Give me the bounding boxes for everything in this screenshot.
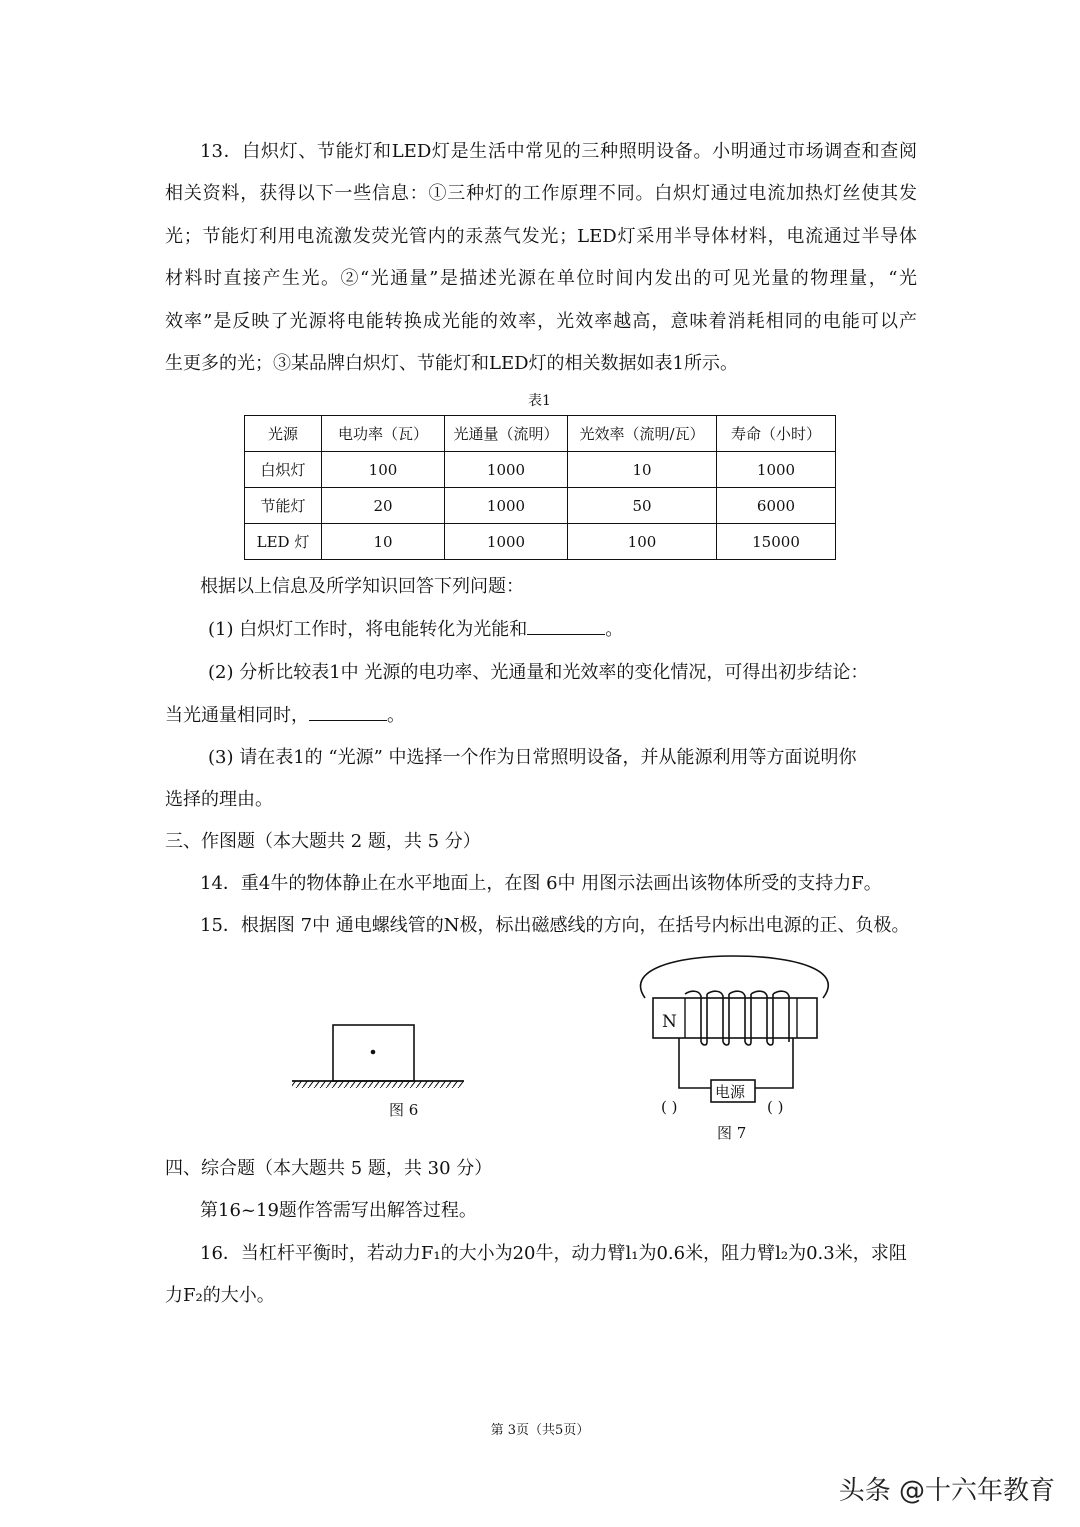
ground-hatch bbox=[292, 1081, 464, 1088]
table-header-cell: 寿命（小时） bbox=[717, 416, 836, 452]
q13-sub2-end: 。 bbox=[387, 705, 405, 726]
table-cell: 1000 bbox=[445, 452, 568, 488]
table-header-cell: 电功率（瓦） bbox=[322, 416, 445, 452]
q13-prompt: 根据以上信息及所学知识回答下列问题： bbox=[200, 576, 524, 597]
section3-title: 三、作图题（本大题共 2 题，共 5 分） bbox=[165, 831, 481, 852]
q13-sub2-text: 当光通量相同时， bbox=[165, 705, 309, 726]
answer-blank[interactable] bbox=[309, 704, 387, 721]
table-cell: 10 bbox=[322, 524, 445, 560]
fig6-caption: 图 6 bbox=[389, 1101, 419, 1119]
right-bracket[interactable]: ( ) bbox=[767, 1098, 784, 1116]
q13-sub2-line2 bbox=[165, 704, 405, 728]
q16-line2: 力F₂的大小。 bbox=[165, 1285, 275, 1306]
q16-line1: 16．当杠杆平衡时，若动力F₁的大小为20牛，动力臂l₁为0.6米，阻力臂l₂为0.3米，求阻 bbox=[200, 1243, 907, 1264]
q13-line-6: 生更多的光；③某品牌白炽灯、节能灯和LED灯的相关数据如表1所示。 bbox=[165, 353, 738, 374]
table-row bbox=[245, 524, 836, 560]
table-cell: LED 灯 bbox=[245, 524, 322, 560]
figure-7 bbox=[635, 950, 835, 1120]
table-cell: 1000 bbox=[445, 488, 568, 524]
page-footer: 第 3页（共5页） bbox=[490, 1423, 590, 1438]
q15-text: 15．根据图 7中 通电螺线管的N极，标出磁感线的方向，在括号内标出电源的正、负极。 bbox=[200, 915, 910, 936]
table-cell: 100 bbox=[322, 452, 445, 488]
table-header-row bbox=[245, 416, 836, 452]
q13-sub2-line1: (2) 分析比较表1中 光源的电功率、光通量和光效率的变化情况，可得出初步结论： bbox=[208, 662, 869, 683]
fig7-caption: 图 7 bbox=[717, 1124, 747, 1142]
table-cell: 1000 bbox=[717, 452, 836, 488]
wire-right bbox=[755, 1038, 793, 1088]
answer-blank[interactable] bbox=[527, 618, 605, 635]
table-cell: 节能灯 bbox=[245, 488, 322, 524]
table-cell: 白炽灯 bbox=[245, 452, 322, 488]
table-cell: 100 bbox=[568, 524, 717, 560]
watermark: 头条 @十六年教育 bbox=[838, 1476, 1055, 1506]
table-row bbox=[245, 452, 836, 488]
left-bracket[interactable]: ( ) bbox=[661, 1098, 678, 1116]
q13-sub3-line2: 选择的理由。 bbox=[165, 789, 273, 810]
figure-6 bbox=[285, 1015, 475, 1125]
q13-line-1: 13．白炽灯、节能灯和LED灯是生活中常见的三种照明设备。小明通过市场调查和查阅 bbox=[200, 141, 917, 162]
table-row bbox=[245, 488, 836, 524]
table-header-cell: 光效率（流明/瓦） bbox=[568, 416, 717, 452]
table-cell: 20 bbox=[322, 488, 445, 524]
table-cell: 1000 bbox=[445, 524, 568, 560]
table-header-cell: 光源 bbox=[245, 416, 322, 452]
q13-line-3: 光；节能灯利用电流激发荧光管内的汞蒸气发光；LED灯采用半导体材料，电流通过半导体 bbox=[165, 226, 917, 247]
solenoid-core bbox=[653, 998, 817, 1038]
q13-line-5: 效率”是反映了光源将电能转换成光能的效率，光效率越高，意味着消耗相同的电能可以产 bbox=[165, 311, 917, 332]
q13-sub1-text: (1) 白炽灯工作时，将电能转化为光能和 bbox=[208, 619, 528, 640]
table-cell: 50 bbox=[568, 488, 717, 524]
q13-line-2: 相关资料，获得以下一些信息：①三种灯的工作原理不同。白炽灯通过电流加热灯丝使其发 bbox=[165, 183, 917, 204]
q13-sub3-line1: (3) 请在表1的 “光源” 中选择一个作为日常照明设备，并从能源利用等方面说明你 bbox=[208, 747, 857, 768]
table-cell: 15000 bbox=[717, 524, 836, 560]
table-header-cell: 光通量（流明） bbox=[445, 416, 568, 452]
table-caption: 表1 bbox=[528, 393, 551, 409]
q13-sub1 bbox=[208, 618, 623, 642]
section4-title: 四、综合题（本大题共 5 题，共 30 分） bbox=[165, 1158, 493, 1179]
n-pole-label: N bbox=[662, 1012, 677, 1032]
power-source-label: 电源 bbox=[715, 1083, 746, 1101]
table-cell: 6000 bbox=[717, 488, 836, 524]
center-dot bbox=[371, 1050, 376, 1055]
q13-sub1-end: 。 bbox=[605, 619, 624, 640]
table-cell: 10 bbox=[568, 452, 717, 488]
section4-note: 第16~19题作答需写出解答过程。 bbox=[200, 1200, 477, 1221]
q13-line-4: 材料时直接产生光。②“光通量”是描述光源在单位时间内发出的可见光量的物理量，“光 bbox=[165, 268, 917, 289]
lamp-data-table bbox=[244, 415, 836, 560]
q14-text: 14．重4牛的物体静止在水平地面上，在图 6中 用图示法画出该物体所受的支持力F。 bbox=[200, 873, 882, 894]
